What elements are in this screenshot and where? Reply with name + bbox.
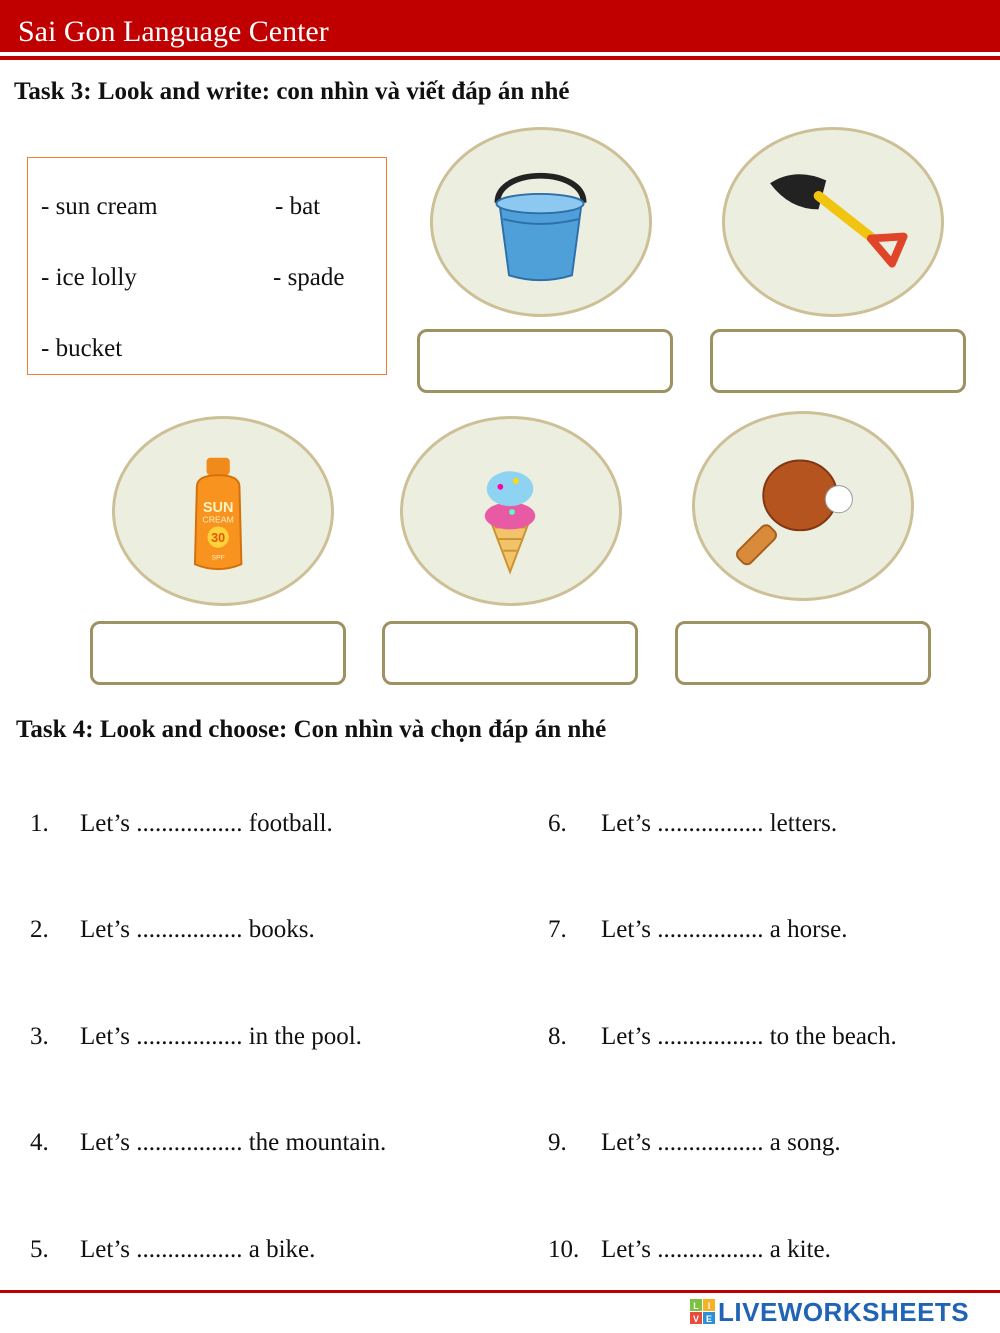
- task4-title: Task 4: Look and choose: Con nhìn và chọn đáp án nhé: [16, 716, 607, 743]
- logo-letter: E: [705, 1314, 713, 1324]
- word-bank-item: - bucket: [41, 335, 123, 362]
- word-bank-item: - sun cream: [41, 193, 158, 220]
- question-text[interactable]: Let’s ................. a kite.: [601, 1236, 831, 1263]
- question-number: 5.: [30, 1236, 49, 1263]
- answer-box-bucket[interactable]: [417, 329, 673, 393]
- question-number: 4.: [30, 1129, 49, 1156]
- sun-cream-picture: [112, 416, 334, 606]
- header-bar: [0, 0, 1000, 52]
- logo-letter: L: [693, 1301, 699, 1311]
- question-number: 10.: [548, 1236, 580, 1263]
- sun-cream-label-line2: CREAM: [202, 514, 234, 525]
- word-bank-item: - bat: [275, 193, 321, 220]
- table-tennis-bat-icon: [695, 414, 911, 598]
- logo-letter: V: [692, 1314, 700, 1324]
- answer-box-bat[interactable]: [675, 621, 931, 685]
- liveworksheets-wordmark: LIVEWORKSHEETS: [718, 1297, 970, 1327]
- liveworksheets-logo-icon: [690, 1299, 716, 1325]
- question-number: 9.: [548, 1129, 567, 1156]
- answer-box-sun-cream[interactable]: [90, 621, 346, 685]
- bucket-picture: [430, 127, 652, 317]
- spade-picture: [722, 127, 944, 317]
- bucket-icon: [433, 130, 649, 314]
- question-text[interactable]: Let’s ................. to the beach.: [601, 1023, 897, 1050]
- question-number: 7.: [548, 916, 567, 943]
- word-bank-item: - ice lolly: [41, 264, 137, 291]
- word-bank-item: - spade: [273, 264, 345, 291]
- bat-picture: [692, 411, 914, 601]
- sun-cream-label-line1: SUN: [202, 499, 234, 516]
- question-number: 3.: [30, 1023, 49, 1050]
- question-text[interactable]: Let’s ................. in the pool.: [80, 1023, 362, 1050]
- question-number: 8.: [548, 1023, 567, 1050]
- answer-box-ice-lolly[interactable]: [382, 621, 638, 685]
- question-text[interactable]: Let’s ................. the mountain.: [80, 1129, 387, 1156]
- sun-cream-icon: [115, 419, 331, 603]
- task3-title: Task 3: Look and write: con nhìn và viết đáp án nhé: [14, 78, 570, 105]
- answer-box-spade[interactable]: [710, 329, 966, 393]
- ice-lolly-picture: [400, 416, 622, 606]
- question-text[interactable]: Let’s ................. a horse.: [601, 916, 848, 943]
- sun-cream-spf-value: 30: [211, 530, 226, 545]
- footer-rule: [0, 1290, 1000, 1293]
- question-text[interactable]: Let’s ................. a bike.: [80, 1236, 316, 1263]
- question-number: 1.: [30, 810, 49, 837]
- question-number: 6.: [548, 810, 567, 837]
- question-text[interactable]: Let’s ................. letters.: [601, 810, 838, 837]
- ice-cream-icon: [403, 419, 619, 603]
- sun-cream-spf-unit: SPF: [211, 554, 225, 562]
- header-rule: [0, 56, 1000, 60]
- spade-icon: [725, 130, 941, 314]
- header-title: Sai Gon Language Center: [18, 15, 329, 48]
- question-number: 2.: [30, 916, 49, 943]
- question-text[interactable]: Let’s ................. a song.: [601, 1129, 841, 1156]
- logo-letter: I: [707, 1301, 711, 1311]
- question-text[interactable]: Let’s ................. books.: [80, 916, 315, 943]
- question-text[interactable]: Let’s ................. football.: [80, 810, 333, 837]
